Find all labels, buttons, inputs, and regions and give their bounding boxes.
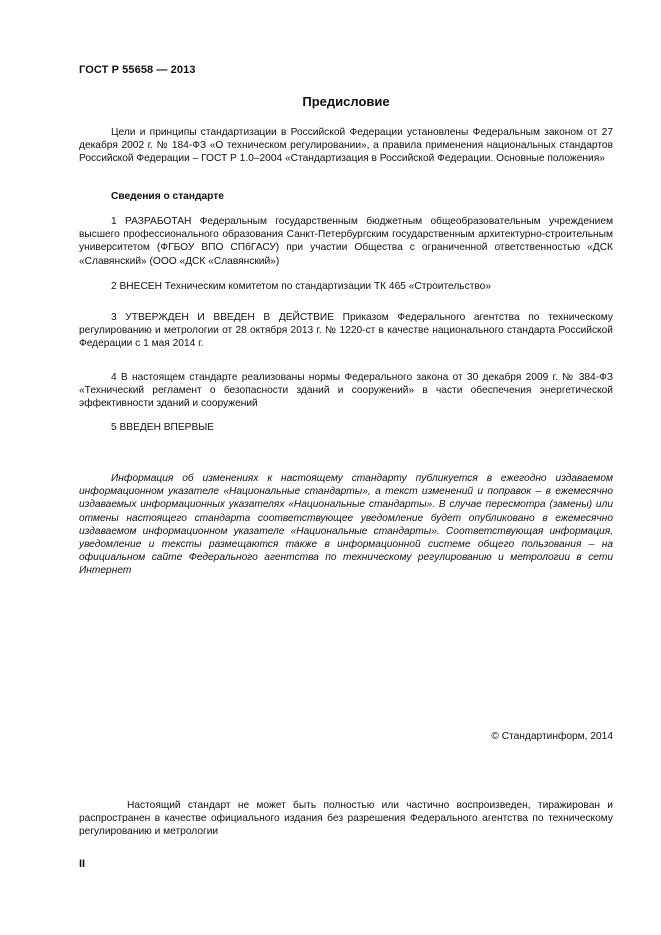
reproduction-notice: Настоящий стандарт не может быть полностью или частично воспроизведен, тиражирован и распространен в качестве официального издания без разрешения Федерального агентства по техническому регулированию и метрологии <box>79 800 613 838</box>
info-notice-paragraph: Информация об изменениях к настоящему стандарту публикуется в ежегодно издаваемом информационном указателе «Национальные стандарты», а текст изменений и поправок – в ежемесячно издаваемых информационных указателях «Национальные стандарты». В случае пересмотра (замены) или отмены настоящего стандарта соответствующее уведомление будет опубликовано в ежемесячно издаваемом информационном указателе «Национальные стандарты». Соответствующая информация, уведомление и тексты размещаются также в информационной системе общего пользования – на официальном сайте Федерального агентства по техническому регулированию и метрологии в сети Интернет <box>79 473 613 577</box>
copyright-line: © Стандартинформ, 2014 <box>491 731 613 742</box>
item-introduced: 2 ВНЕСЕН Техническим комитетом по стандартизации ТК 465 «Строительство» <box>111 281 491 292</box>
item-developed: 1 РАЗРАБОТАН Федеральным государственным бюджетным общеобразовательным учреждением высшего профессионального образования Санкт-Петербургским государственным архитектурно-строительным университетом (ФГБОУ ВПО СПбГАСУ) при участии Общества с ограниченной ответственностью «ДСК «Славянский» (ООО «ДСК «Славянский») <box>79 216 613 267</box>
item-norms: 4 В настоящем стандарте реализованы нормы Федерального закона от 30 декабря 2009 г. № 384-ФЗ «Технический регламент о безопасности зданий и сооружений» в части обеспечения энергетической эффективности зданий и сооружений <box>79 372 613 410</box>
intro-paragraph: Цели и принципы стандартизации в Российской Федерации установлены Федеральным законом от 27 декабря 2002 г. № 184-ФЗ «О техническом регулировании», а правила применения национальных стандартов Российской Федерации – ГОСТ Р 1.0–2004 «Стандартизация в Российской Федерации. Основные положения» <box>79 127 613 165</box>
page-number: II <box>79 858 86 870</box>
item-approved: 3 УТВЕРЖДЕН И ВВЕДЕН В ДЕЙСТВИЕ Приказом Федерального агентства по техническому регулированию и метрологии от 28 октября 2013 г. № 1220-ст в качестве национального стандарта Российской Федерации с 1 мая 2014 г. <box>79 312 613 350</box>
page-title: Предисловие <box>302 94 390 109</box>
item-first-introduced: 5 ВВЕДЕН ВПЕРВЫЕ <box>111 422 215 433</box>
standard-code-header: ГОСТ Р 55658 — 2013 <box>79 64 196 76</box>
section-heading: Сведения о стандарте <box>111 191 224 202</box>
